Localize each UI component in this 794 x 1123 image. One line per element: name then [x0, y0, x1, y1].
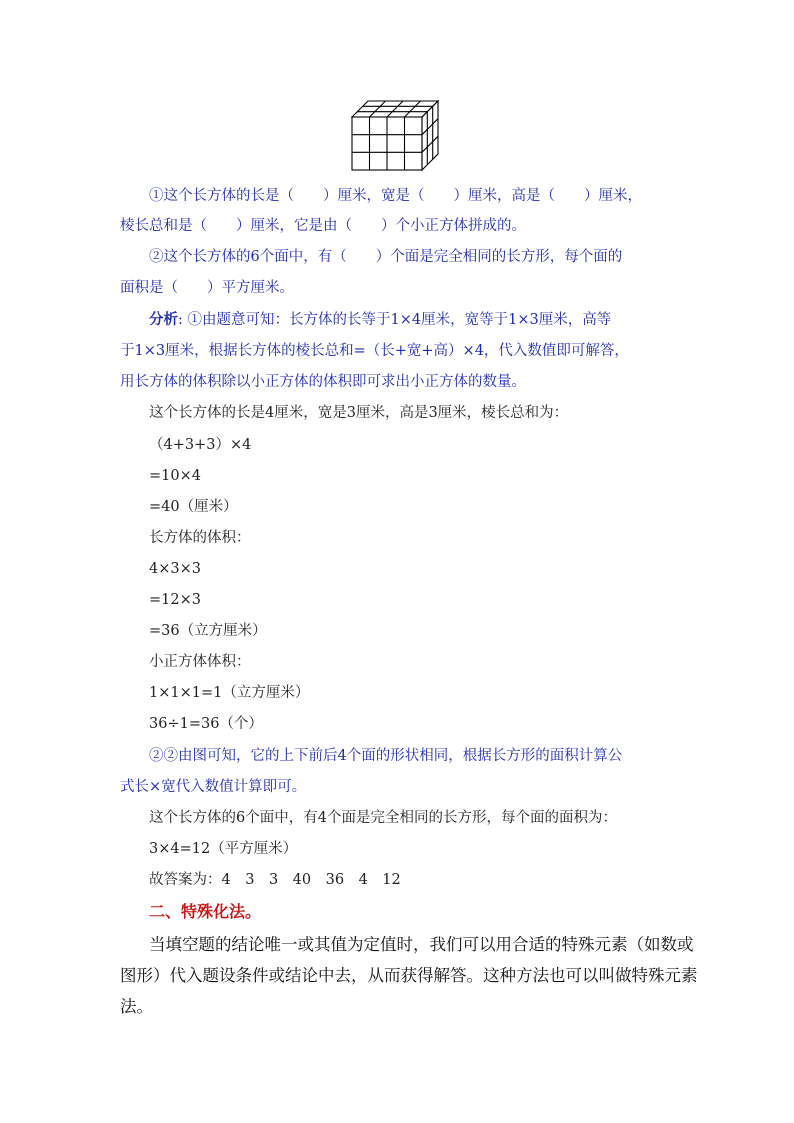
- section-body-line-1: 当填空题的结论唯一或其值为定值时，我们可以用合适的特殊元素（如数或: [149, 935, 694, 954]
- volume-label: 长方体的体积：: [149, 530, 251, 546]
- question-1-line-1: ①这个长方体的长是（ ）厘米，宽是（ ）厘米，高是（ ）厘米，: [149, 188, 642, 204]
- equation-face-area: 3×4=12（平方厘米）: [149, 841, 298, 857]
- equation-perimeter-3: =40（厘米）: [149, 499, 238, 515]
- equation-perimeter-2: =10×4: [149, 468, 201, 484]
- question-1-line-2: 棱长总和是（ ）厘米，它是由（ ）个小正方体拼成的。: [120, 218, 526, 234]
- section-body-line-3: 法。: [120, 997, 153, 1016]
- analysis-line-1: [149, 310, 611, 330]
- section-body-line-2: 图形）代入题设条件或结论中去，从而获得解答。这种方法也可以叫做特殊元素: [120, 966, 698, 985]
- solution-dimensions: 这个长方体的长是4厘米，宽是3厘米，高是3厘米，棱长总和为：: [149, 405, 569, 421]
- equation-volume-2: =12×3: [149, 592, 201, 608]
- question-2-line-2: 面积是（ ）平方厘米。: [120, 280, 294, 296]
- question-2-line-1: ②这个长方体的6个面中，有（ ）个面是完全相同的长方形，每个面的: [149, 249, 623, 265]
- equation-volume-3: =36（立方厘米）: [149, 623, 267, 639]
- cuboid-figure: [349, 98, 441, 174]
- analysis-label: 分析: [149, 311, 178, 328]
- analysis-text-1: : ①由题意可知：长方体的长等于1×4厘米，宽等于1×3厘米，高等: [178, 312, 612, 328]
- analysis-line-2: 于1×3厘米，根据长方体的棱长总和=（长+宽+高）×4，代入数值即可解答，: [120, 343, 629, 359]
- equation-volume-1: 4×3×3: [149, 561, 201, 577]
- section-heading: 二、特殊化法。: [149, 902, 262, 921]
- equation-small-cube: 1×1×1=1（立方厘米）: [149, 685, 310, 701]
- part-2-explanation-line-1: ②②由图可知，它的上下前后4个面的形状相同，根据长方形的面积计算公: [149, 748, 623, 764]
- equation-cube-count: 36÷1=36（个）: [149, 716, 263, 732]
- answer-line: 故答案为：4 3 3 40 36 4 12: [149, 872, 401, 888]
- analysis-line-3: 用长方体的体积除以小正方体的体积即可求出小正方体的数量。: [120, 374, 526, 390]
- small-cube-volume-label: 小正方体体积：: [149, 654, 251, 670]
- equation-perimeter-1: （4+3+3）×4: [149, 437, 252, 453]
- part-2-statement: 这个长方体的6个面中，有4个面是完全相同的长方形，每个面的面积为：: [149, 810, 617, 826]
- part-2-explanation-line-2: 式长×宽代入数值计算即可。: [120, 779, 307, 795]
